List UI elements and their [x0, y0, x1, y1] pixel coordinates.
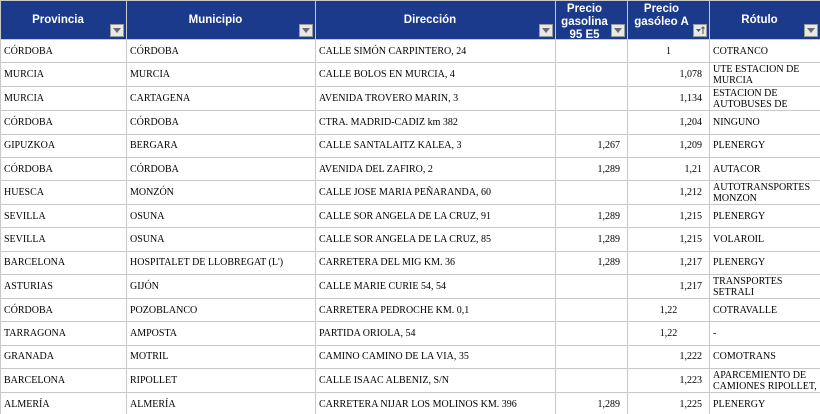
cell-direccion[interactable]: CALLE MARIE CURIE 54, 54: [316, 275, 556, 299]
filter-dropdown-button[interactable]: [804, 24, 818, 37]
column-header-rotulo[interactable]: [710, 1, 820, 40]
cell-municipio[interactable]: CÓRDOBA: [127, 40, 316, 63]
cell-municipio[interactable]: CÓRDOBA: [127, 111, 316, 134]
cell-municipio[interactable]: OSUNA: [127, 228, 316, 251]
cell-provincia[interactable]: GRANADA: [1, 345, 127, 368]
cell-provincia[interactable]: BARCELONA: [1, 251, 127, 274]
cell-municipio[interactable]: ALMERÍA: [127, 392, 316, 414]
cell-rotulo[interactable]: COMOTRANS: [710, 345, 820, 368]
cell-rotulo[interactable]: AUTACOR: [710, 157, 820, 180]
cell-direccion[interactable]: CTRA. MADRID-CADIZ km 382: [316, 111, 556, 134]
cell-gasolina95[interactable]: [556, 299, 628, 322]
cell-gasolina95[interactable]: [556, 275, 628, 299]
filter-dropdown-button[interactable]: [539, 24, 553, 37]
cell-direccion[interactable]: CALLE JOSE MARIA PEÑARANDA, 60: [316, 181, 556, 205]
table-row: [1, 87, 820, 111]
sort-ascending-icon: [695, 26, 705, 35]
cell-rotulo[interactable]: PLENERGY: [710, 251, 820, 274]
table-row: [1, 251, 820, 274]
cell-gasolina95[interactable]: [556, 111, 628, 134]
cell-provincia[interactable]: BARCELONA: [1, 368, 127, 392]
dropdown-arrow-icon: [541, 26, 551, 35]
cell-gasoleoA[interactable]: 1,212: [628, 181, 710, 205]
dropdown-arrow-icon: [806, 26, 816, 35]
cell-direccion[interactable]: CALLE ISAAC ALBENIZ, S/N: [316, 368, 556, 392]
cell-rotulo[interactable]: AUTOTRANSPORTES MONZON: [710, 181, 820, 205]
cell-gasoleoA[interactable]: 1,215: [628, 228, 710, 251]
cell-municipio[interactable]: MOTRIL: [127, 345, 316, 368]
cell-gasoleoA[interactable]: 1,22: [628, 299, 710, 322]
cell-gasolina95[interactable]: [556, 322, 628, 345]
cell-gasoleoA[interactable]: 1,204: [628, 111, 710, 134]
cell-gasolina95[interactable]: [556, 63, 628, 87]
cell-gasolina95[interactable]: 1,289: [556, 392, 628, 414]
table-row: [1, 299, 820, 322]
cell-rotulo[interactable]: VOLAROIL: [710, 228, 820, 251]
table-row: [1, 134, 820, 157]
cell-gasoleoA[interactable]: 1,209: [628, 134, 710, 157]
cell-municipio[interactable]: BERGARA: [127, 134, 316, 157]
cell-direccion[interactable]: CALLE SIMÓN CARPINTERO, 24: [316, 40, 556, 63]
cell-direccion[interactable]: CALLE BOLOS EN MURCIA, 4: [316, 63, 556, 87]
cell-direccion[interactable]: CARRETERA DEL MIG KM. 36: [316, 251, 556, 274]
cell-gasoleoA[interactable]: 1,225: [628, 392, 710, 414]
table-row: [1, 40, 820, 63]
table-row: [1, 63, 820, 87]
cell-municipio[interactable]: RIPOLLET: [127, 368, 316, 392]
cell-gasoleoA[interactable]: 1,22: [628, 322, 710, 345]
cell-gasoleoA[interactable]: 1,215: [628, 205, 710, 228]
cell-direccion[interactable]: CALLE SOR ANGELA DE LA CRUZ, 85: [316, 228, 556, 251]
table-row: [1, 275, 820, 299]
cell-municipio[interactable]: OSUNA: [127, 205, 316, 228]
cell-gasoleoA[interactable]: 1,134: [628, 87, 710, 111]
sort-filter-button[interactable]: [693, 24, 707, 37]
column-header-label: Provincia: [32, 13, 84, 26]
cell-provincia[interactable]: TARRAGONA: [1, 322, 127, 345]
cell-municipio[interactable]: AMPOSTA: [127, 322, 316, 345]
cell-direccion[interactable]: CALLE SOR ANGELA DE LA CRUZ, 91: [316, 205, 556, 228]
cell-gasolina95[interactable]: 1,289: [556, 157, 628, 180]
cell-rotulo[interactable]: PLENERGY: [710, 205, 820, 228]
cell-gasolina95[interactable]: [556, 181, 628, 205]
cell-direccion[interactable]: CAMINO CAMINO DE LA VIA, 35: [316, 345, 556, 368]
cell-provincia[interactable]: CÓRDOBA: [1, 157, 127, 180]
cell-provincia[interactable]: MURCIA: [1, 63, 127, 87]
cell-provincia[interactable]: CÓRDOBA: [1, 40, 127, 63]
column-header-gasoleoA[interactable]: [628, 1, 710, 40]
column-header-label: Municipio: [188, 13, 243, 26]
cell-provincia[interactable]: SEVILLA: [1, 228, 127, 251]
cell-direccion[interactable]: CARRETERA NIJAR LOS MOLINOS KM. 396: [316, 392, 556, 414]
cell-municipio[interactable]: CARTAGENA: [127, 87, 316, 111]
cell-gasolina95[interactable]: [556, 345, 628, 368]
filter-dropdown-button[interactable]: [611, 24, 625, 37]
cell-provincia[interactable]: MURCIA: [1, 87, 127, 111]
filter-dropdown-button[interactable]: [299, 24, 313, 37]
table-row: [1, 322, 820, 345]
column-header-provincia[interactable]: [1, 1, 127, 40]
cell-provincia[interactable]: CÓRDOBA: [1, 111, 127, 134]
cell-direccion[interactable]: PARTIDA ORIOLA, 54: [316, 322, 556, 345]
cell-rotulo[interactable]: TRANSPORTES SETRALI: [710, 275, 820, 299]
cell-gasoleoA[interactable]: 1,223: [628, 368, 710, 392]
cell-provincia[interactable]: GIPUZKOA: [1, 134, 127, 157]
dropdown-arrow-icon: [112, 26, 122, 35]
cell-gasoleoA[interactable]: 1,222: [628, 345, 710, 368]
cell-rotulo[interactable]: -: [710, 322, 820, 345]
cell-gasolina95[interactable]: 1,267: [556, 134, 628, 157]
cell-gasolina95[interactable]: 1,289: [556, 205, 628, 228]
column-header-label: Precio gasóleo A: [634, 3, 689, 28]
cell-gasolina95[interactable]: [556, 40, 628, 63]
table-row: [1, 392, 820, 414]
table-row: [1, 228, 820, 251]
cell-gasolina95[interactable]: [556, 368, 628, 392]
cell-direccion[interactable]: CARRETERA PEDROCHE KM. 0,1: [316, 299, 556, 322]
cell-provincia[interactable]: ALMERÍA: [1, 392, 127, 414]
cell-rotulo[interactable]: COTRANCO: [710, 40, 820, 63]
cell-gasolina95[interactable]: 1,289: [556, 251, 628, 274]
table-row: [1, 111, 820, 134]
header-row: [1, 1, 820, 40]
column-header-direccion[interactable]: [316, 1, 556, 40]
cell-gasoleoA[interactable]: 1,217: [628, 251, 710, 274]
cell-municipio[interactable]: CÓRDOBA: [127, 157, 316, 180]
cell-provincia[interactable]: SEVILLA: [1, 205, 127, 228]
cell-gasoleoA[interactable]: 1: [628, 40, 710, 63]
cell-municipio[interactable]: MURCIA: [127, 63, 316, 87]
cell-municipio[interactable]: MONZÓN: [127, 181, 316, 205]
cell-municipio[interactable]: HOSPITALET DE LLOBREGAT (L'): [127, 251, 316, 274]
cell-municipio[interactable]: POZOBLANCO: [127, 299, 316, 322]
table-row: [1, 181, 820, 205]
table-row: [1, 157, 820, 180]
cell-gasolina95[interactable]: 1,289: [556, 228, 628, 251]
cell-gasoleoA[interactable]: 1,21: [628, 157, 710, 180]
cell-direccion[interactable]: AVENIDA DEL ZAFIRO, 2: [316, 157, 556, 180]
cell-gasolina95[interactable]: [556, 87, 628, 111]
table-body: [1, 40, 820, 414]
column-header-municipio[interactable]: [127, 1, 316, 40]
column-header-label: Precio gasolina 95 E5: [561, 3, 608, 41]
cell-rotulo[interactable]: APARCEMIENTO DE CAMIONES RIPOLLET,: [710, 368, 820, 392]
cell-rotulo[interactable]: PLENERGY: [710, 134, 820, 157]
table-row: [1, 345, 820, 368]
table-row: [1, 368, 820, 392]
cell-rotulo[interactable]: UTE ESTACION DE MURCIA: [710, 63, 820, 87]
dropdown-arrow-icon: [301, 26, 311, 35]
cell-direccion[interactable]: AVENIDA TROVERO MARIN, 3: [316, 87, 556, 111]
cell-gasoleoA[interactable]: 1,217: [628, 275, 710, 299]
cell-provincia[interactable]: ASTURIAS: [1, 275, 127, 299]
cell-rotulo[interactable]: NINGUNO: [710, 111, 820, 134]
cell-municipio[interactable]: GIJÓN: [127, 275, 316, 299]
cell-provincia[interactable]: HUESCA: [1, 181, 127, 205]
column-header-label: Dirección: [403, 13, 457, 26]
column-header-label: Rótulo: [741, 13, 778, 26]
cell-rotulo[interactable]: ESTACION DE AUTOBUSES DE: [710, 87, 820, 111]
filter-dropdown-button[interactable]: [110, 24, 124, 37]
cell-direccion[interactable]: CALLE SANTALAITZ KALEA, 3: [316, 134, 556, 157]
cell-gasoleoA[interactable]: 1,078: [628, 63, 710, 87]
cell-provincia[interactable]: CÓRDOBA: [1, 299, 127, 322]
column-header-gasolina95[interactable]: [556, 1, 628, 40]
table-row: [1, 205, 820, 228]
dropdown-arrow-icon: [613, 26, 623, 35]
cell-rotulo[interactable]: PLENERGY: [710, 392, 820, 414]
cell-rotulo[interactable]: COTRAVALLE: [710, 299, 820, 322]
